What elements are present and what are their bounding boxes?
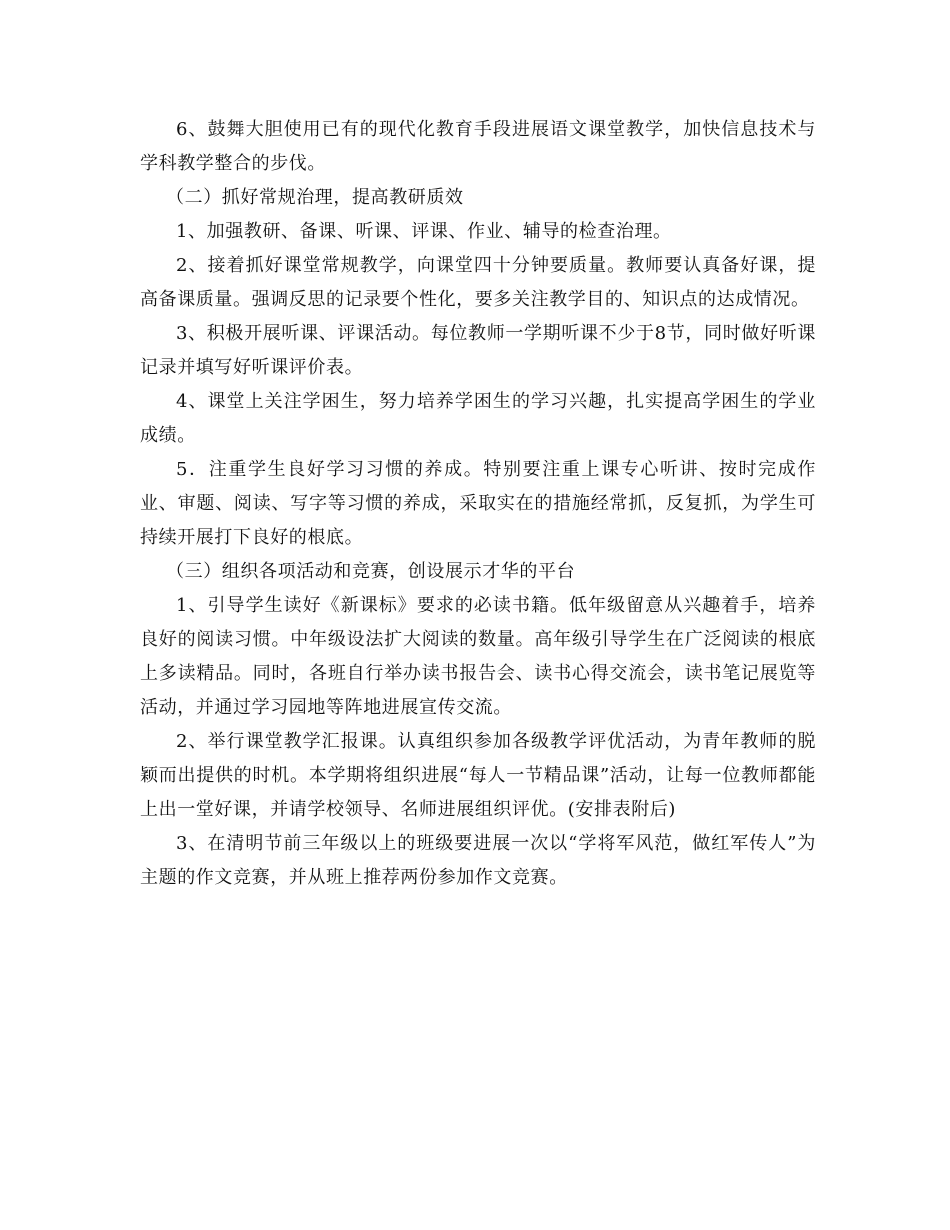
paragraph-item-2-classroom-routine: 2、接着抓好课堂常规教学，向课堂四十分钟要质量。教师要认真备好课，提高备课质量。强调反思的记录要个性化，要多关注教学目的、知识点的达成情况。 [140, 255, 816, 310]
paragraph-item-3-essay-contest: 3、在清明节前三年级以上的班级要进展一次以“学将军风范，做红军传人”为主题的作文竞赛，并从班上推荐两份参加作文竞赛。 [140, 833, 816, 888]
section-heading-2: （二）抓好常规治理，提高教研质效 [166, 187, 464, 208]
paragraph-item-1-reading: 1、引导学生读好《新课标》要求的必读书籍。低年级留意从兴趣着手，培养良好的阅读习惯。中年级设法扩大阅读的数量。高年级引导学生在广泛阅读的根底上多读精品。同时，各班自行举办读书报告会、读书心得交流会，读书笔记展览等活动，并通过学习园地等阵地进展宣传交流。 [140, 595, 816, 718]
paragraph-item-5-study-habits: 5．注重学生良好学习习惯的养成。特别要注重上课专心听讲、按时完成作业、审题、阅读、写字等习惯的养成，采取实在的措施经常抓，反复抓，为学生可持续开展打下良好的根底。 [140, 459, 816, 548]
document-body [140, 113, 816, 895]
paragraph-item-2-report-lessons: 2、举行课堂教学汇报课。认真组织参加各级教学评优活动，为青年教师的脱颖而出提供的时机。本学期将组织进展“每人一节精品课”活动，让每一位教师都能上出一堂好课，并请学校领导、名师进展组织评优。(安排表附后) [140, 731, 816, 820]
paragraph-item-3-lesson-observation: 3、积极开展听课、评课活动。每位教师一学期听课不少于8节，同时做好听课记录并填写好听课评价表。 [140, 323, 816, 378]
paragraph-item-1-inspection: 1、加强教研、备课、听课、评课、作业、辅导的检查治理。 [176, 221, 672, 242]
paragraph-item-4-struggling-students: 4、课堂上关注学困生，努力培养学困生的学习兴趣，扎实提高学困生的学业成绩。 [140, 391, 816, 446]
section-heading-3: （三）组织各项活动和竞赛，创设展示才华的平台 [166, 561, 576, 582]
paragraph-item-6-modern-teaching: 6、鼓舞大胆使用已有的现代化教育手段进展语文课堂教学，加快信息技术与学科教学整合的步伐。 [140, 119, 816, 174]
